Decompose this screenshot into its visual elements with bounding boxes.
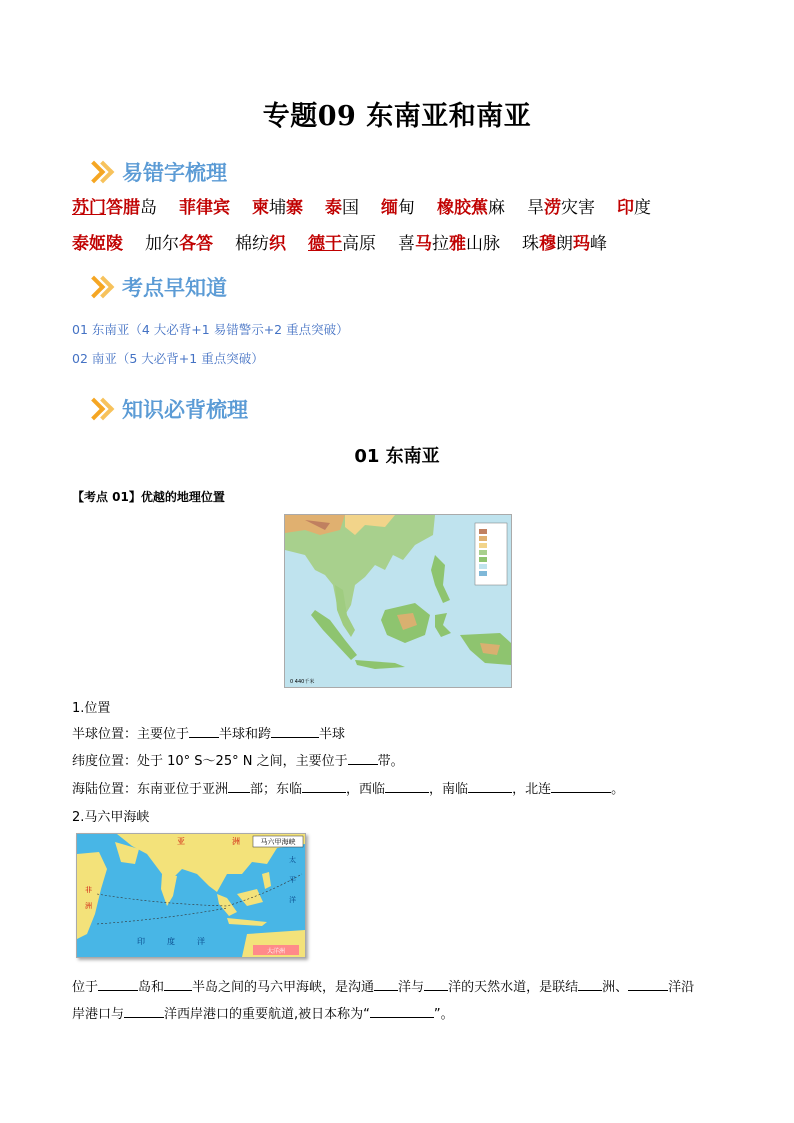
error-word (381, 198, 415, 218)
error-word-part: 泰姬陵 (72, 234, 123, 254)
answer-blank[interactable] (370, 1005, 434, 1018)
error-word-part: 菲律宾 (179, 198, 230, 218)
map-scale-label: 0 440千米 (290, 679, 315, 685)
question-2-heading: 2.马六甲海峡 (72, 810, 150, 825)
answer-blank[interactable] (228, 780, 250, 793)
answer-blank[interactable] (468, 780, 512, 793)
answer-blank[interactable] (302, 780, 346, 793)
section-title: 易错字梳理 (122, 161, 227, 185)
error-word-part: 涝 (544, 198, 561, 218)
error-word-part: 峰 (590, 234, 607, 254)
error-word (72, 198, 157, 218)
question-1-line-2: 纬度位置：处于 10° S～25° N 之间，主要位于 带。 (72, 754, 404, 769)
answer-blank[interactable] (578, 978, 602, 991)
section-header-error-words (86, 157, 227, 187)
error-word-part: 灾害 (561, 198, 595, 218)
error-word-part: 喜 (398, 234, 415, 254)
error-word (437, 198, 505, 218)
error-word-part: 加尔 (145, 234, 179, 254)
error-word (145, 234, 213, 254)
question-2-line-2: 岸港口与 洋西岸港口的重要航道,被日本称为“ ”。 (72, 1007, 454, 1022)
error-word (617, 198, 651, 218)
error-word (398, 234, 500, 254)
question-2-line-1: 位于 岛和 半岛之间的马六甲海峡，是沟通 洋与 洋的天然水道，是联结 洲、 洋沿 (72, 980, 695, 995)
error-word-part: 旱 (527, 198, 544, 218)
error-word-part: 麻 (488, 198, 505, 218)
section-title: 考点早知道 (122, 276, 227, 300)
answer-blank[interactable] (374, 978, 398, 991)
error-word-part: 印 (617, 198, 634, 218)
error-word-part: 拉 (432, 234, 449, 254)
answer-blank[interactable] (98, 978, 138, 991)
heading-southeast-asia: 01 东南亚 (354, 446, 440, 467)
error-word (252, 198, 303, 218)
question-1-line-3: 海陆位置：东南亚位于亚洲 部；东临 ，西临 ，南临 ，北连 。 (72, 782, 625, 797)
error-word-part: 答腊 (106, 198, 140, 218)
map-label-india-1: 印 (137, 937, 145, 946)
section-header-knowledge (86, 394, 248, 424)
map-label-pacific-2: 平 (289, 876, 296, 884)
error-word-part: 马 (415, 234, 432, 254)
error-word-part: 泰 (325, 198, 342, 218)
answer-blank[interactable] (385, 780, 429, 793)
answer-blank[interactable] (424, 978, 448, 991)
error-word-part: 缅 (381, 198, 398, 218)
map-label-zhou: 洲 (232, 837, 240, 846)
double-chevron-icon (86, 276, 116, 298)
answer-blank[interactable] (124, 1005, 164, 1018)
error-word-part: 橡胶蕉 (437, 198, 488, 218)
section-title: 知识必背梳理 (122, 398, 248, 422)
error-word-part: 朗 (556, 234, 573, 254)
answer-blank[interactable] (164, 978, 192, 991)
error-word (325, 198, 359, 218)
error-word-part: 各答 (179, 234, 213, 254)
map-title: 马六甲海峡 (260, 838, 296, 846)
error-word-part: 埔 (269, 198, 286, 218)
error-word-part: 珠 (522, 234, 539, 254)
error-word-part: 棉纺 (235, 234, 269, 254)
error-word-part: 度 (634, 198, 651, 218)
toc-item-south-asia[interactable]: 02 南亚（5 大必背+1 重点突破） (72, 351, 264, 366)
error-word-part: 国 (342, 198, 359, 218)
error-word-part: 雅 (449, 234, 466, 254)
answer-blank[interactable] (348, 752, 378, 765)
error-word-part: 高原 (342, 234, 376, 254)
kaodian-heading: 【考点 01】优越的地理位置 (72, 490, 225, 504)
question-1-line-1: 半球位置：主要位于 半球和跨 半球 (72, 727, 346, 742)
map-label-africa-2: 洲 (85, 902, 92, 910)
toc-item-southeast-asia[interactable]: 01 东南亚（4 大必背+1 易错警示+2 重点突破） (72, 322, 349, 337)
southeast-asia-map (284, 514, 512, 688)
page-title: 专题09 东南亚和南亚 (262, 101, 532, 132)
map-label-africa-1: 非 (85, 886, 92, 894)
map-label-oceania: 大洋洲 (266, 948, 286, 955)
error-word-part: 苏门 (72, 198, 106, 218)
answer-blank[interactable] (189, 725, 219, 738)
error-word-part: 岛 (140, 198, 157, 218)
error-word (522, 234, 607, 254)
map-label-pacific-3: 洋 (289, 896, 296, 904)
map-label-india-3: 洋 (197, 937, 205, 946)
double-chevron-icon (86, 161, 116, 183)
answer-blank[interactable] (271, 725, 319, 738)
error-word-part: 穆 (539, 234, 556, 254)
error-word-part: 山脉 (466, 234, 500, 254)
error-words-row-2 (72, 227, 629, 261)
error-word-part: 甸 (398, 198, 415, 218)
error-words-row-1 (72, 191, 673, 225)
error-word-part: 柬 (252, 198, 269, 218)
malacca-strait-map (76, 833, 306, 958)
map-label-india-2: 度 (167, 937, 175, 946)
question-1-heading: 1.位置 (72, 701, 111, 716)
error-word-part: 织 (269, 234, 286, 254)
answer-blank[interactable] (551, 780, 611, 793)
error-word-part: 寨 (286, 198, 303, 218)
error-word (235, 234, 286, 254)
section-header-key-points (86, 272, 227, 302)
error-word (527, 198, 595, 218)
error-word (72, 234, 123, 254)
answer-blank[interactable] (628, 978, 668, 991)
double-chevron-icon (86, 398, 116, 420)
error-word (308, 234, 376, 254)
error-word-part: 德干 (308, 234, 342, 254)
error-word (179, 198, 230, 218)
map-label-pacific-1: 太 (289, 856, 296, 864)
error-word-part: 玛 (573, 234, 590, 254)
map-label-asia: 亚 (177, 837, 185, 846)
